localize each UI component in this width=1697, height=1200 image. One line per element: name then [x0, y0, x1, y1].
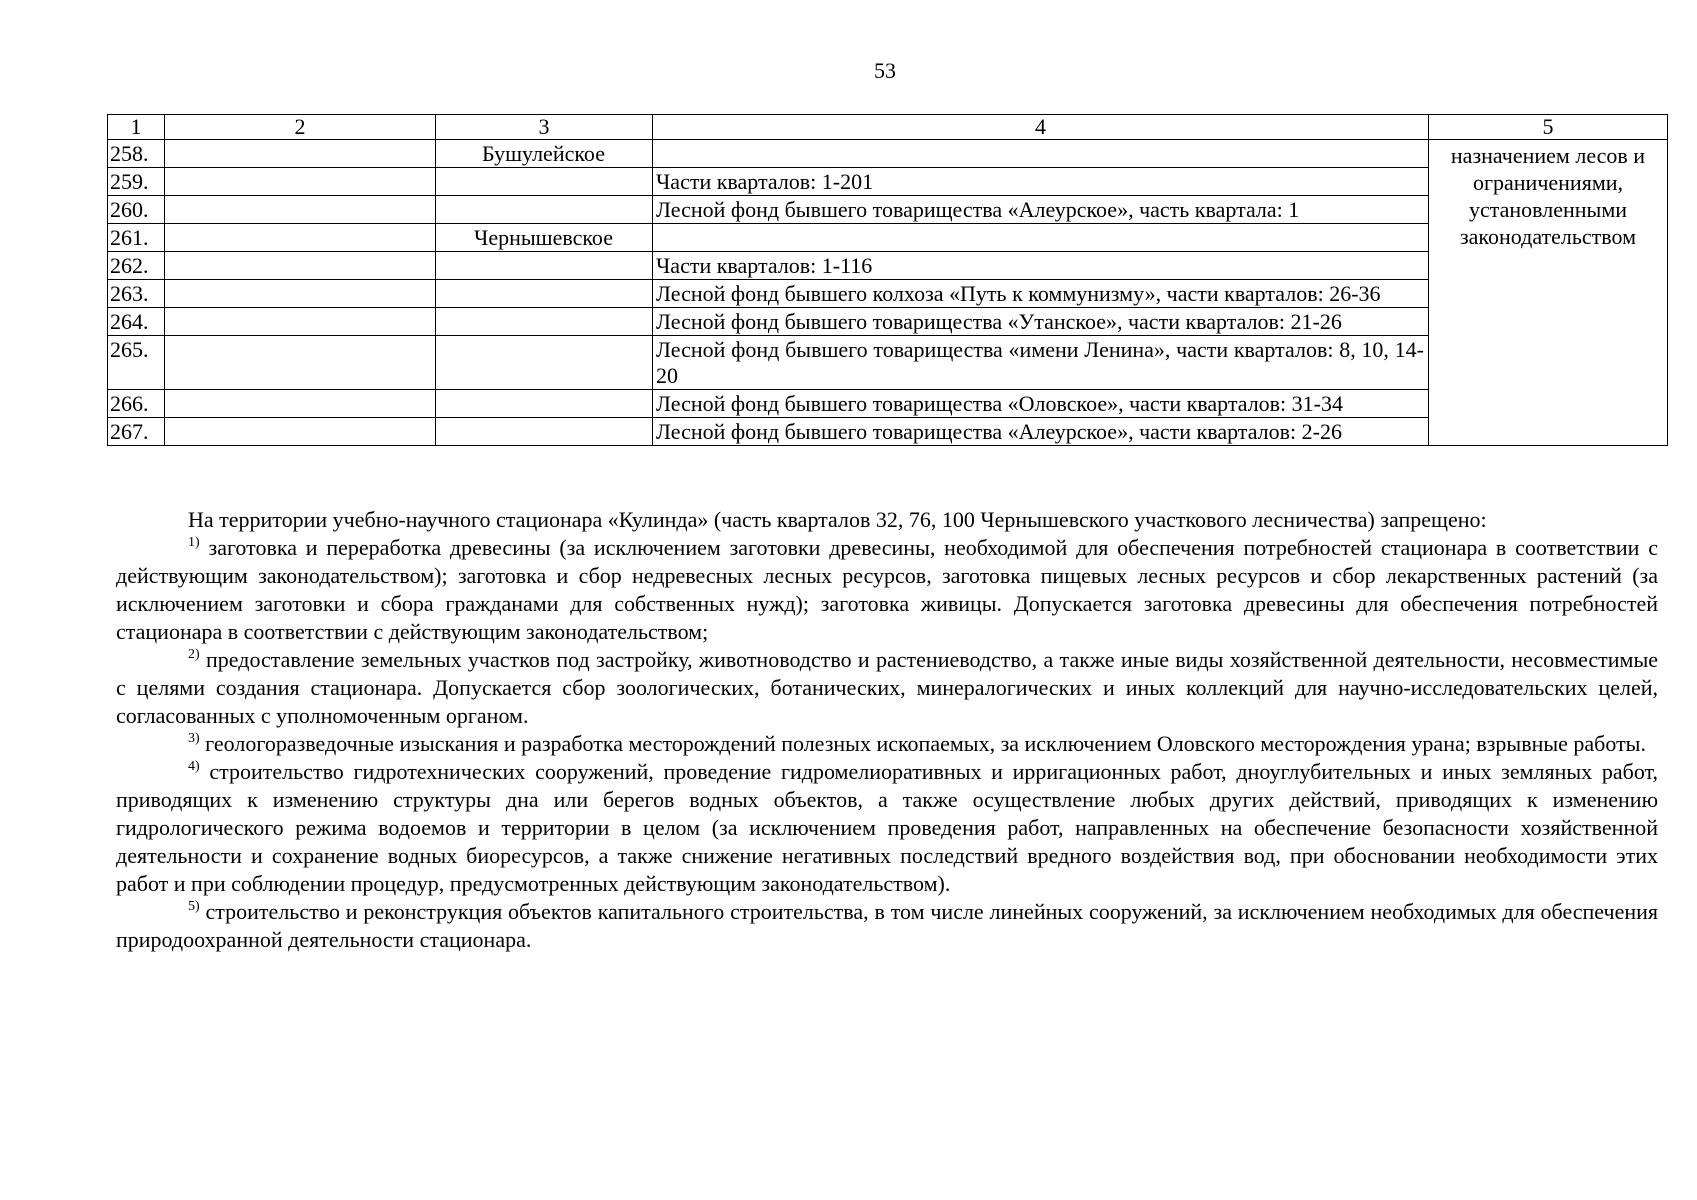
row-col2: [165, 418, 436, 446]
note-text: заготовка и переработка древесины (за исключением заготовки древесины, необходимой для обеспечения потребностей стационара в соответствии с действующим законодательством); заготовка и сбор недревесных лесных ресурсов, заготовка пищевых лесных ресурсов и сбор лекарственных растений (за исключением заготовки и сбора гражданами для собственных нужд); заготовка живицы. Допускается заготовка древесины для обеспечения потребностей стационара в соответствии с действующим законодательством;: [116, 535, 1658, 644]
row-col2: [165, 390, 436, 418]
note-text: предоставление земельных участков под застройку, животноводство и растениеводство, а также иные виды хозяйственной деятельности, несовместимые с целями создания стационара. Допускается сбор зоологических, ботанических, минералогических и иных коллекций для научно-исследовательских целей, согласованных с уполномоченным органом.: [116, 647, 1659, 728]
row-number: 267.: [108, 418, 165, 446]
row-description: [653, 140, 1429, 168]
row-forestry: [436, 280, 653, 308]
note-item: [116, 646, 1658, 730]
table-row: [108, 140, 1668, 168]
row-forestry: [436, 418, 653, 446]
row-description: Части кварталов: 1-201: [653, 168, 1429, 196]
row-col2: [165, 280, 436, 308]
row-forestry: [436, 196, 653, 224]
note-marker: 2): [188, 647, 200, 662]
row-number: 263.: [108, 280, 165, 308]
note-item: [116, 730, 1658, 758]
note-text: строительство гидротехнических сооружений, проведение гидромелиоративных и ирригационных работ, дноуглубительных и иных земляных работ, приводящих к изменению структуры дна или берегов водных объектов, а также осуществление любых других действий, приводящих к изменению гидрологического режима водоемов и территории в целом (за исключением проведения работ, направленных на обеспечение безопасности хозяйственной деятельности и сохранение водных биоресурсов, а также снижение негативных последствий вредного воздействия вод, при обосновании необходимости этих работ и при соблюдении процедур, предусмотренных действующим законодательством).: [116, 759, 1659, 896]
header-cell-4: 4: [653, 115, 1429, 140]
row-description: Лесной фонд бывшего колхоза «Путь к коммунизму», части кварталов: 26-36: [653, 280, 1429, 308]
note-marker: 4): [188, 759, 200, 774]
row-number: 261.: [108, 224, 165, 252]
page-number: 53: [874, 58, 896, 83]
row-number: 260.: [108, 196, 165, 224]
note-text: строительство и реконструкция объектов капитального строительства, в том числе линейных сооружений, за исключением необходимых для обеспечения природоохранной деятельности стационара.: [116, 899, 1659, 952]
row-forestry: [436, 168, 653, 196]
note-item: [116, 534, 1658, 646]
note-marker: 1): [188, 535, 200, 550]
row-forestry: Бушулейское: [436, 140, 653, 168]
row-forestry: [436, 308, 653, 336]
row-col2: [165, 308, 436, 336]
row-description: Лесной фонд бывшего товарищества «Оловское», части кварталов: 31-34: [653, 390, 1429, 418]
note-marker: 5): [188, 899, 200, 914]
row-number: 265.: [108, 336, 165, 390]
row-col2: [165, 224, 436, 252]
row-number: 266.: [108, 390, 165, 418]
table-header-row: [108, 115, 1668, 140]
row-number: 258.: [108, 140, 165, 168]
row-description: [653, 224, 1429, 252]
row-forestry: [436, 336, 653, 390]
row-description: Лесной фонд бывшего товарищества «имени Ленина», части кварталов: 8, 10, 14-20: [653, 336, 1429, 390]
note-item: [116, 898, 1658, 954]
row-number: 264.: [108, 308, 165, 336]
note-marker: 3): [188, 731, 200, 746]
purpose-cell: назначением лесов и ограничениями, установленными законодательством: [1429, 140, 1668, 446]
row-forestry: [436, 390, 653, 418]
row-description: Лесной фонд бывшего товарищества «Алеурское», часть квартала: 1: [653, 196, 1429, 224]
header-cell-5: 5: [1429, 115, 1668, 140]
prohibitions-notes: [116, 506, 1658, 954]
header-cell-2: 2: [165, 115, 436, 140]
row-col2: [165, 336, 436, 390]
header-cell-1: 1: [108, 115, 165, 140]
row-col2: [165, 168, 436, 196]
row-description: Части кварталов: 1-116: [653, 252, 1429, 280]
note-text: геологоразведочные изыскания и разработка месторождений полезных ископаемых, за исключением Оловского месторождения урана; взрывные работы.: [205, 731, 1646, 756]
row-forestry: [436, 252, 653, 280]
row-number: 259.: [108, 168, 165, 196]
row-number: 262.: [108, 252, 165, 280]
forest-table: [107, 114, 1668, 446]
row-description: Лесной фонд бывшего товарищества «Алеурское», части кварталов: 2-26: [653, 418, 1429, 446]
row-col2: [165, 140, 436, 168]
row-col2: [165, 196, 436, 224]
header-cell-3: 3: [436, 115, 653, 140]
note-item: [116, 758, 1658, 898]
row-col2: [165, 252, 436, 280]
row-description: Лесной фонд бывшего товарищества «Утанское», части кварталов: 21-26: [653, 308, 1429, 336]
row-forestry: Чернышевское: [436, 224, 653, 252]
notes-intro: На территории учебно-научного стационара «Кулинда» (часть кварталов 32, 76, 100 Чернышевского участкового лесничества) запрещено:: [188, 507, 1487, 532]
